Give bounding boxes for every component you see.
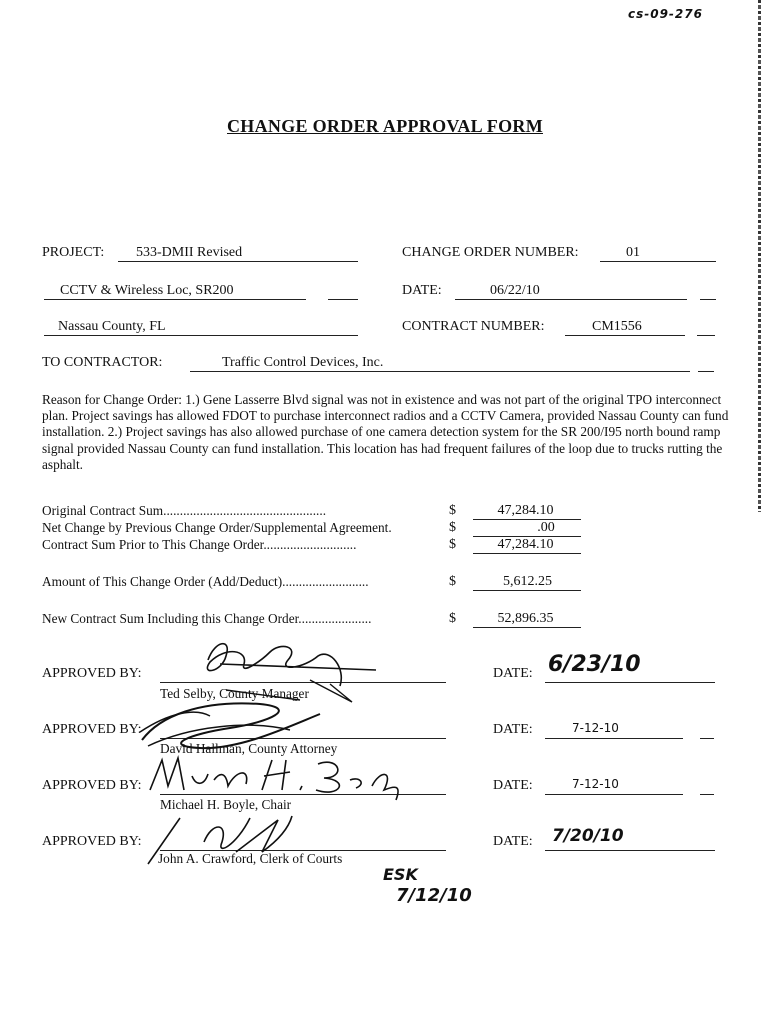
approval-date-attorney: 7-12-10	[572, 721, 619, 735]
sum-currency-prior: $	[449, 537, 456, 552]
sum-amount-prior: 47,284.10	[497, 537, 554, 552]
contract-number-value: CM1556	[592, 319, 642, 334]
approval-label-chair: APPROVED BY:	[42, 778, 142, 793]
approval-date-label-clerk: DATE:	[493, 834, 533, 849]
project-line1: 533-DMII Revised	[136, 245, 243, 260]
approval-date-clerk: 7/20/10	[552, 826, 624, 846]
approval-name-chair: Michael H. Boyle, Chair	[160, 797, 292, 812]
approval-label-attorney: APPROVED BY:	[42, 722, 142, 737]
sum-label-this-change: Amount of This Change Order (Add/Deduct)..........................	[42, 574, 369, 589]
project-line3: Nassau County, FL	[58, 319, 166, 334]
date-value: 06/22/10	[490, 283, 540, 298]
date-label: DATE:	[402, 283, 442, 298]
sum-amount-previous: .00	[537, 520, 555, 535]
sum-currency-this-change: $	[449, 574, 456, 589]
approval-name-manager: Ted Selby, County Manager	[160, 686, 309, 701]
contractor-value: Traffic Control Devices, Inc.	[222, 355, 384, 370]
approval-date-label-manager: DATE:	[493, 666, 533, 681]
approval-date-rule-clerk	[545, 850, 715, 851]
sum-amount-new: 52,896.35	[497, 611, 554, 626]
sum-amount-original: 47,284.10	[497, 503, 554, 518]
change-order-value: 01	[626, 245, 640, 260]
approval-name-clerk: John A. Crawford, Clerk of Courts	[158, 851, 343, 866]
approval-date-chair: 7-12-10	[572, 777, 619, 791]
file-stamp: cs-09-276	[628, 7, 703, 21]
reason-paragraph: Reason for Change Order: 1.) Gene Lasserre Blvd signal was not in existence and was not part of the original TPO interconnect plan. Project savings has allowed FDOT to purchase interconnect radios and a CCTV Camera, provided Nassau County can fund installation. 2.) Project savings has also allowed purchase of one camera detection system for the SR 200/I95 north bound ramp signal provided Nassau County can fund installation. This location has had frequent failures of the loop due to trucks rutting the asphalt.	[42, 392, 729, 472]
project-label: PROJECT:	[42, 245, 105, 260]
annotation-initials: ESK	[383, 865, 418, 884]
approval-label-clerk: APPROVED BY:	[42, 834, 142, 849]
approval-name-attorney: David Hallman, County Attorney	[160, 741, 338, 756]
sum-label-new: New Contract Sum Including this Change Order......................	[42, 611, 372, 626]
approval-date-label-attorney: DATE:	[493, 722, 533, 737]
contract-number-label: CONTRACT NUMBER:	[402, 319, 545, 334]
approval-label-manager: APPROVED BY:	[42, 666, 142, 681]
sum-currency-new: $	[449, 611, 456, 626]
project-line2: CCTV & Wireless Loc, SR200	[60, 283, 234, 298]
form-title: CHANGE ORDER APPROVAL FORM	[227, 116, 543, 136]
change-order-label: CHANGE ORDER NUMBER:	[402, 245, 579, 260]
sum-label-previous: Net Change by Previous Change Order/Supplemental Agreement.	[42, 520, 392, 535]
sum-label-prior: Contract Sum Prior to This Change Order............................	[42, 537, 357, 552]
sum-label-original: Original Contract Sum.................................................	[42, 503, 327, 518]
sum-currency-original: $	[449, 503, 456, 518]
sum-currency-previous: $	[449, 520, 456, 535]
annotation-date: 7/12/10	[396, 885, 472, 906]
approval-date-manager: 6/23/10	[548, 652, 641, 677]
contractor-label: TO CONTRACTOR:	[42, 355, 163, 370]
sum-amount-this-change: 5,612.25	[503, 574, 552, 589]
approval-date-label-chair: DATE:	[493, 778, 533, 793]
